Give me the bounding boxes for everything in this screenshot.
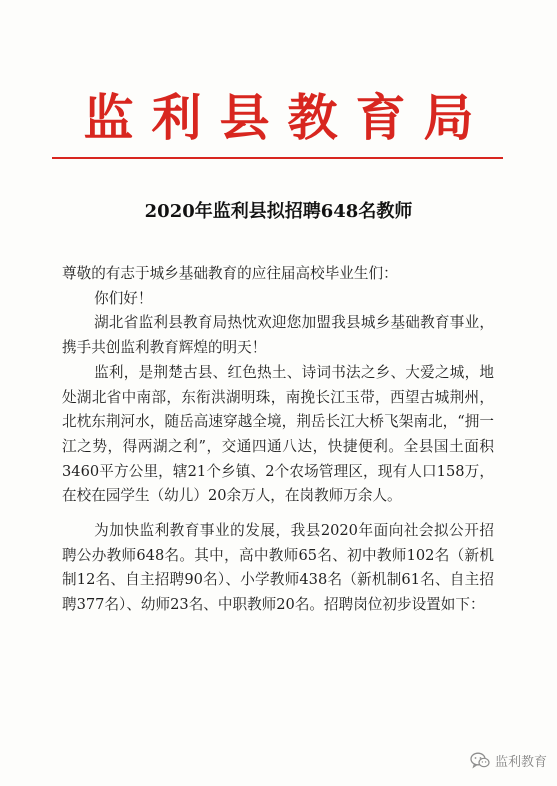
document-body [62, 262, 494, 618]
paragraph-welcome: 湖北省监利县教育局热忱欢迎您加盟我县城乡基础教育事业，携手共创监利教育辉煌的明天！ [62, 314, 494, 357]
document-title: 2020年监利县拟招聘648名教师 [144, 201, 413, 222]
paragraph-introduction: 监利，是荆楚古县、红色热土、诗词书法之乡、大爱之城，地处湖北省中南部，东衔洪湖明珠，南挽长江玉带，西望古城荆州，北枕东荆河水，随岳高速穿越全境，荆岳长江大桥飞架南北，“拥一江之势，得两湖之利”，交通四通八达，快捷便利。全县国土面积3460平方公里，辖21个乡镇、2个农场管理区，现有人口158万，在校在园学生（幼儿）20余万人，在岗教师万余人。 [62, 363, 494, 505]
greeting: 你们好！ [94, 289, 153, 307]
wechat-watermark [470, 751, 547, 770]
paragraph-recruitment: 为加快监利教育事业的发展，我县2020年面向社会拟公开招聘公办教师648名。其中，高中教师65名、初中教师102名（新机制12名、自主招聘90名）、小学教师438名（新机制61名、自主招聘377名）、幼师23名、中职教师20名。招聘岗位初步设置如下： [62, 522, 494, 614]
letterhead-red-rule [52, 157, 503, 159]
watermark-text: 监利教育 [494, 755, 547, 770]
salutation: 尊敬的有志于城乡基础教育的应往届高校毕业生们： [62, 265, 398, 282]
wechat-icon [470, 752, 490, 769]
letterhead-organization: 监利县教育局 [83, 88, 492, 147]
